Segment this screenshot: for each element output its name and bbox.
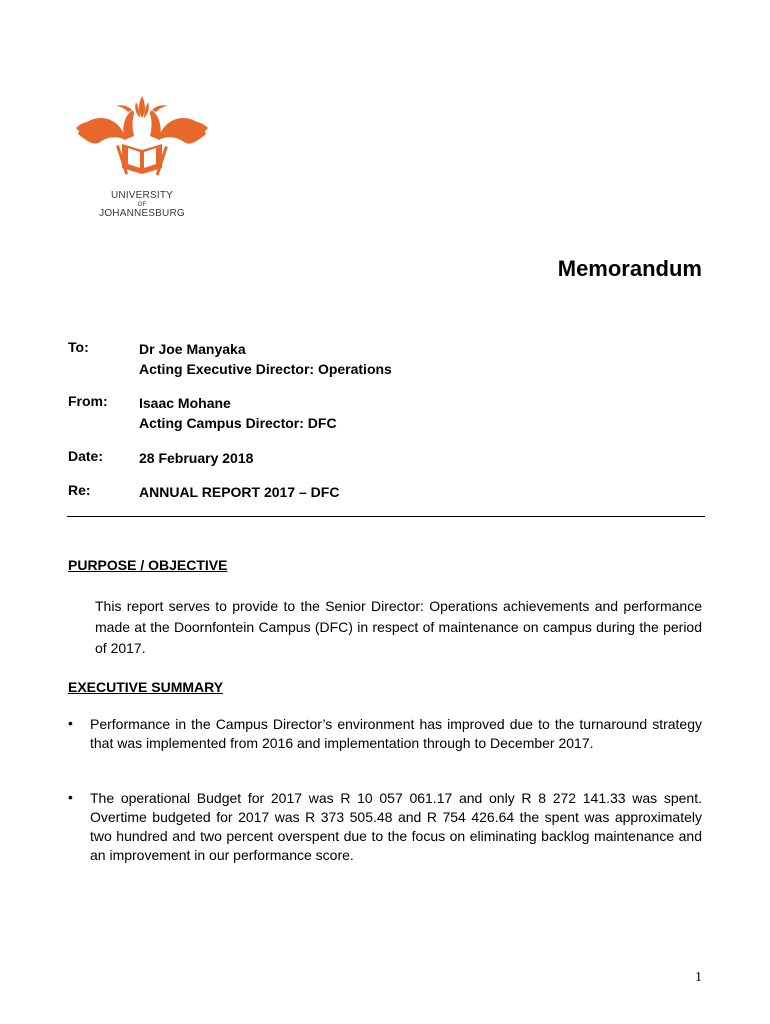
to-label: To: <box>68 339 89 355</box>
to-title: Acting Executive Director: Operations <box>139 361 392 377</box>
header-divider <box>67 516 705 517</box>
logo-text-line3: JOHANNESBURG <box>99 208 185 219</box>
bullet-marker: • <box>68 789 73 805</box>
from-title: Acting Campus Director: DFC <box>139 415 337 431</box>
bird-emblem-icon <box>68 92 216 188</box>
from-label: From: <box>68 393 108 409</box>
re-label: Re: <box>68 482 91 498</box>
date-label: Date: <box>68 448 104 464</box>
logo-text-line1: UNIVERSITY <box>110 190 173 201</box>
purpose-text: This report serves to provide to the Senior Director: Operations achievements and performance made at the Doornfontein Campus (DFC) in respect of maintenance on campus during the period of 2017. <box>95 598 702 656</box>
page-number: 1 <box>695 970 702 985</box>
summary-bullet-text: The operational Budget for 2017 was R 10 057 061.17 and only R 8 272 141.33 was spent. Overtime budgeted for 2017 was R 373 505.48 and R 754 426.64 the spent was approximately two hundred and two percent overspent due to the focus on eliminating backlog maintenance and an improvement in our performance score. <box>90 790 702 863</box>
logo-text-line2: OF <box>137 202 147 208</box>
re-value: ANNUAL REPORT 2017 – DFC <box>139 484 340 500</box>
bullet-marker: • <box>68 715 73 731</box>
from-name: Isaac Mohane <box>139 395 231 411</box>
memo-title: Memorandum <box>557 256 702 281</box>
summary-heading: EXECUTIVE SUMMARY <box>68 679 224 695</box>
university-logo <box>68 92 216 222</box>
to-name: Dr Joe Manyaka <box>139 341 246 357</box>
date-value: 28 February 2018 <box>139 450 254 466</box>
summary-bullet-text: Performance in the Campus Director’s environment has improved due to the turnaround strategy that was implemented from 2016 and implementation through to December 2017. <box>90 716 702 751</box>
purpose-heading: PURPOSE / OBJECTIVE <box>68 557 228 573</box>
